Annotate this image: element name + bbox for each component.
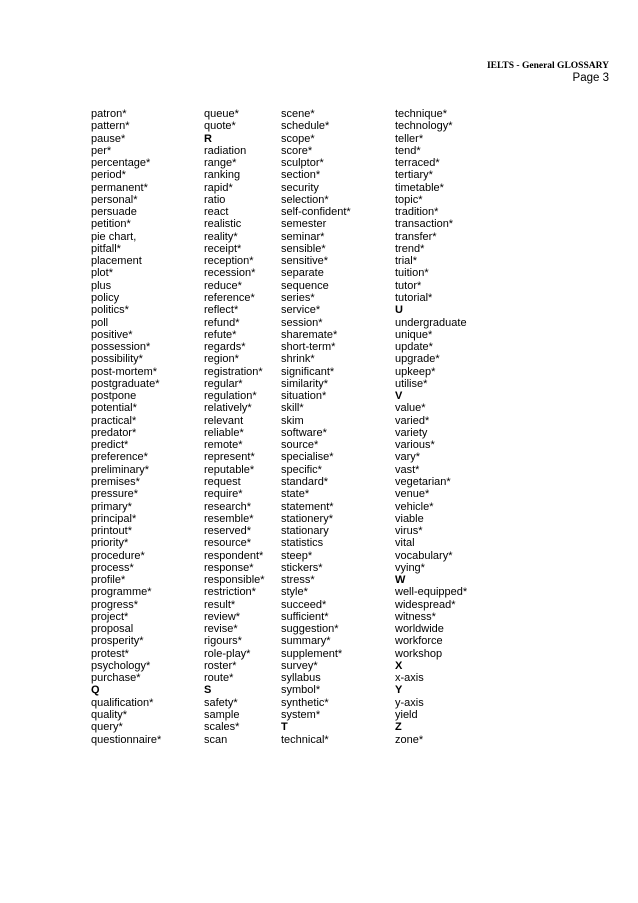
- glossary-term: terraced*: [395, 157, 440, 170]
- glossary-term: y-axis: [395, 696, 424, 709]
- glossary-term: response*: [204, 561, 254, 574]
- glossary-column-3: [281, 108, 351, 746]
- glossary-term: ratio: [204, 193, 226, 206]
- glossary-term: receipt*: [204, 242, 242, 255]
- glossary-term: symbol*: [281, 684, 321, 697]
- glossary-term: respondent*: [204, 549, 264, 562]
- glossary-term: permanent*: [91, 181, 148, 194]
- glossary-term: responsible*: [204, 574, 265, 587]
- glossary-term: succeed*: [281, 598, 327, 611]
- glossary-column-2: [204, 108, 265, 746]
- document-title: IELTS - General GLOSSARY: [486, 61, 609, 71]
- glossary-term: session*: [281, 316, 323, 329]
- glossary-term: principal*: [91, 512, 137, 525]
- glossary-term: rigours*: [204, 635, 242, 648]
- glossary-term: primary*: [91, 500, 132, 513]
- glossary-term: revise*: [204, 623, 238, 636]
- glossary-term: roster*: [204, 659, 237, 672]
- glossary-term: percentage*: [91, 157, 151, 170]
- glossary-term: potential*: [91, 402, 137, 415]
- glossary-term: request: [204, 475, 241, 488]
- glossary-term: tertiary*: [395, 169, 433, 182]
- glossary-term: various*: [395, 439, 435, 452]
- glossary-term: reception*: [204, 255, 254, 268]
- glossary-term: suggestion*: [281, 623, 339, 636]
- glossary-term: recession*: [204, 267, 256, 280]
- glossary-term: period*: [91, 169, 126, 182]
- page-number: Page 3: [572, 72, 609, 84]
- glossary-term: sensitive*: [281, 255, 329, 268]
- glossary-term: progress*: [91, 598, 139, 611]
- glossary-term: skim: [281, 414, 304, 427]
- glossary-term: standard*: [281, 475, 329, 488]
- glossary-term: postgraduate*: [91, 377, 160, 390]
- glossary-term: result*: [204, 598, 236, 611]
- glossary-term: workshop: [395, 647, 443, 660]
- glossary-term: vast*: [395, 463, 420, 476]
- glossary-term: security: [281, 181, 319, 194]
- glossary-term: series*: [281, 291, 315, 304]
- glossary-term: pattern*: [91, 120, 130, 133]
- glossary-term: proposal: [91, 623, 134, 636]
- glossary-term: represent*: [204, 451, 255, 464]
- glossary-term: quality*: [91, 709, 128, 722]
- glossary-term: upgrade*: [395, 353, 440, 366]
- glossary-term: vary*: [395, 451, 421, 464]
- glossary-term: project*: [91, 610, 129, 623]
- glossary-term: vehicle*: [395, 500, 434, 513]
- glossary-term: profile*: [91, 574, 126, 587]
- glossary-term: personal*: [91, 193, 138, 206]
- glossary-term: questionnaire*: [91, 733, 162, 746]
- section-letter: W: [395, 574, 406, 587]
- glossary-term: separate: [281, 267, 324, 280]
- glossary-term: teller*: [395, 132, 424, 145]
- section-letter: X: [395, 659, 403, 672]
- glossary-term: well-equipped*: [395, 586, 468, 599]
- glossary-term: relevant: [204, 414, 244, 427]
- glossary-term: postpone: [91, 390, 137, 403]
- glossary-term: specific*: [281, 463, 322, 476]
- glossary-term: plot*: [91, 267, 114, 280]
- glossary-term: research*: [204, 500, 252, 513]
- glossary-term: significant*: [281, 365, 335, 378]
- glossary-term: regards*: [204, 341, 246, 354]
- glossary-term: trial*: [395, 255, 418, 268]
- section-letter: Q: [91, 684, 100, 697]
- glossary-term: scope*: [281, 132, 315, 145]
- glossary-term: react: [204, 206, 229, 219]
- glossary-term: plus: [91, 279, 112, 292]
- glossary-term: self-confident*: [281, 206, 351, 219]
- section-letter: U: [395, 304, 403, 317]
- glossary-term: short-term*: [281, 341, 336, 354]
- glossary-term: schedule*: [281, 120, 330, 133]
- glossary-term: politics*: [91, 304, 129, 317]
- glossary-column-1: [91, 108, 161, 746]
- glossary-term: statistics: [281, 537, 324, 550]
- glossary-term: witness*: [395, 610, 436, 623]
- glossary-term: per*: [91, 144, 112, 157]
- glossary-term: preference*: [91, 451, 148, 464]
- glossary-term: restriction*: [204, 586, 256, 599]
- section-letter: S: [204, 684, 212, 697]
- glossary-term: post-mortem*: [91, 365, 158, 378]
- glossary-term: poll: [91, 316, 109, 329]
- glossary-term: review*: [204, 610, 241, 623]
- section-letter: Y: [395, 684, 403, 697]
- glossary-term: vocabulary*: [395, 549, 453, 562]
- glossary-term: programme*: [91, 586, 152, 599]
- glossary-term: petition*: [91, 218, 131, 231]
- glossary-term: placement: [91, 255, 142, 268]
- glossary-term: widespread*: [395, 598, 456, 611]
- glossary-term: similarity*: [281, 377, 329, 390]
- glossary-term: patron*: [91, 108, 127, 120]
- glossary-term: realistic: [204, 218, 242, 231]
- section-letter: V: [395, 390, 403, 403]
- glossary-term: source*: [281, 439, 319, 452]
- glossary-term: varied*: [395, 414, 430, 427]
- glossary-term: persuade: [91, 206, 137, 219]
- glossary-term: reduce*: [204, 279, 242, 292]
- glossary-term: resource*: [204, 537, 252, 550]
- glossary-term: possession*: [91, 341, 151, 354]
- glossary-term: refund*: [204, 316, 240, 329]
- glossary-term: tutorial*: [395, 291, 433, 304]
- glossary-term: role-play*: [204, 647, 251, 660]
- glossary-term: vital: [395, 537, 415, 550]
- glossary-term: queue*: [204, 108, 239, 120]
- glossary-term: service*: [281, 304, 321, 317]
- glossary-term: semester: [281, 218, 327, 231]
- glossary-term: synthetic*: [281, 696, 329, 709]
- glossary-term: remote*: [204, 439, 243, 452]
- glossary-term: refute*: [204, 328, 237, 341]
- glossary-term: technique*: [395, 108, 447, 120]
- glossary-term: purchase*: [91, 672, 141, 685]
- glossary-term: range*: [204, 157, 237, 170]
- glossary-term: reflect*: [204, 304, 239, 317]
- section-letter: T: [281, 721, 288, 734]
- glossary-term: reference*: [204, 291, 255, 304]
- glossary-term: premises*: [91, 475, 140, 488]
- glossary-term: venue*: [395, 488, 430, 501]
- glossary-term: stress*: [281, 574, 315, 587]
- glossary-term: update*: [395, 341, 433, 354]
- glossary-term: utilise*: [395, 377, 428, 390]
- glossary-term: scene*: [281, 108, 315, 120]
- glossary-term: seminar*: [281, 230, 325, 243]
- glossary-term: tutor*: [395, 279, 422, 292]
- glossary-term: relatively*: [204, 402, 252, 415]
- glossary-term: specialise*: [281, 451, 334, 464]
- glossary-term: value*: [395, 402, 426, 415]
- glossary-term: qualification*: [91, 696, 154, 709]
- glossary-term: pressure*: [91, 488, 139, 501]
- glossary-term: safety*: [204, 696, 238, 709]
- glossary-term: psychology*: [91, 659, 151, 672]
- glossary-term: sensible*: [281, 242, 326, 255]
- glossary-term: predict*: [91, 439, 129, 452]
- glossary-term: statement*: [281, 500, 334, 513]
- glossary-term: skill*: [281, 402, 304, 415]
- glossary-term: procedure*: [91, 549, 145, 562]
- glossary-term: radiation: [204, 144, 247, 157]
- glossary-term: style*: [281, 586, 308, 599]
- glossary-term: pitfall*: [91, 242, 121, 255]
- glossary-term: tradition*: [395, 206, 439, 219]
- glossary-term: route*: [204, 672, 234, 685]
- glossary-term: stationary: [281, 525, 329, 538]
- glossary-term: rapid*: [204, 181, 233, 194]
- glossary-term: timetable*: [395, 181, 444, 194]
- glossary-term: state*: [281, 488, 310, 501]
- glossary-term: pause*: [91, 132, 126, 145]
- glossary-term: shrink*: [281, 353, 315, 366]
- glossary-column-4: [395, 108, 467, 746]
- glossary-term: syllabus: [281, 672, 321, 685]
- glossary-term: registration*: [204, 365, 263, 378]
- glossary-term: regular*: [204, 377, 243, 390]
- glossary-term: unique*: [395, 328, 433, 341]
- glossary-term: workforce: [395, 635, 443, 648]
- glossary-term: sequence: [281, 279, 329, 292]
- glossary-term: topic*: [395, 193, 423, 206]
- glossary-term: protest*: [91, 647, 129, 660]
- glossary-term: situation*: [281, 390, 327, 403]
- section-letter: Z: [395, 721, 402, 734]
- glossary-term: technical*: [281, 733, 329, 746]
- glossary-columns: [0, 108, 638, 758]
- glossary-term: regulation*: [204, 390, 257, 403]
- glossary-term: reality*: [204, 230, 238, 243]
- glossary-term: virus*: [395, 525, 423, 538]
- glossary-term: sample: [204, 709, 240, 722]
- glossary-term: sufficient*: [281, 610, 329, 623]
- glossary-term: variety: [395, 426, 428, 439]
- glossary-term: system*: [281, 709, 321, 722]
- glossary-term: trend*: [395, 242, 425, 255]
- glossary-term: tend*: [395, 144, 421, 157]
- glossary-term: priority*: [91, 537, 129, 550]
- glossary-term: technology*: [395, 120, 453, 133]
- glossary-term: prosperity*: [91, 635, 144, 648]
- glossary-term: require*: [204, 488, 243, 501]
- glossary-term: score*: [281, 144, 313, 157]
- glossary-term: vying*: [395, 561, 425, 574]
- section-letter: R: [204, 132, 212, 145]
- glossary-term: preliminary*: [91, 463, 150, 476]
- glossary-term: vegetarian*: [395, 475, 451, 488]
- glossary-term: scan: [204, 733, 228, 746]
- glossary-term: software*: [281, 426, 327, 439]
- glossary-term: upkeep*: [395, 365, 436, 378]
- glossary-term: transfer*: [395, 230, 437, 243]
- glossary-term: possibility*: [91, 353, 143, 366]
- glossary-term: pie chart,: [91, 230, 137, 243]
- glossary-term: viable: [395, 512, 424, 525]
- glossary-term: stickers*: [281, 561, 323, 574]
- glossary-term: transaction*: [395, 218, 454, 231]
- glossary-term: supplement*: [281, 647, 343, 660]
- glossary-term: x-axis: [395, 672, 424, 685]
- glossary-term: tuition*: [395, 267, 429, 280]
- glossary-term: ranking: [204, 169, 241, 182]
- glossary-term: predator*: [91, 426, 137, 439]
- glossary-term: positive*: [91, 328, 133, 341]
- glossary-term: stationery*: [281, 512, 333, 525]
- glossary-term: zone*: [395, 733, 424, 746]
- glossary-term: steep*: [281, 549, 313, 562]
- glossary-term: region*: [204, 353, 239, 366]
- glossary-term: reputable*: [204, 463, 255, 476]
- glossary-term: printout*: [91, 525, 132, 538]
- glossary-term: resemble*: [204, 512, 254, 525]
- glossary-term: quote*: [204, 120, 236, 133]
- glossary-term: scales*: [204, 721, 240, 734]
- glossary-term: section*: [281, 169, 321, 182]
- glossary-term: yield: [395, 709, 418, 722]
- glossary-term: undergraduate: [395, 316, 467, 329]
- glossary-term: worldwide: [395, 623, 444, 636]
- glossary-term: summary*: [281, 635, 331, 648]
- glossary-term: selection*: [281, 193, 329, 206]
- glossary-term: sculptor*: [281, 157, 324, 170]
- glossary-term: process*: [91, 561, 134, 574]
- glossary-term: sharemate*: [281, 328, 338, 341]
- glossary-term: survey*: [281, 659, 318, 672]
- glossary-term: reserved*: [204, 525, 252, 538]
- glossary-term: reliable*: [204, 426, 244, 439]
- glossary-term: policy: [91, 291, 120, 304]
- glossary-term: practical*: [91, 414, 137, 427]
- glossary-term: query*: [91, 721, 123, 734]
